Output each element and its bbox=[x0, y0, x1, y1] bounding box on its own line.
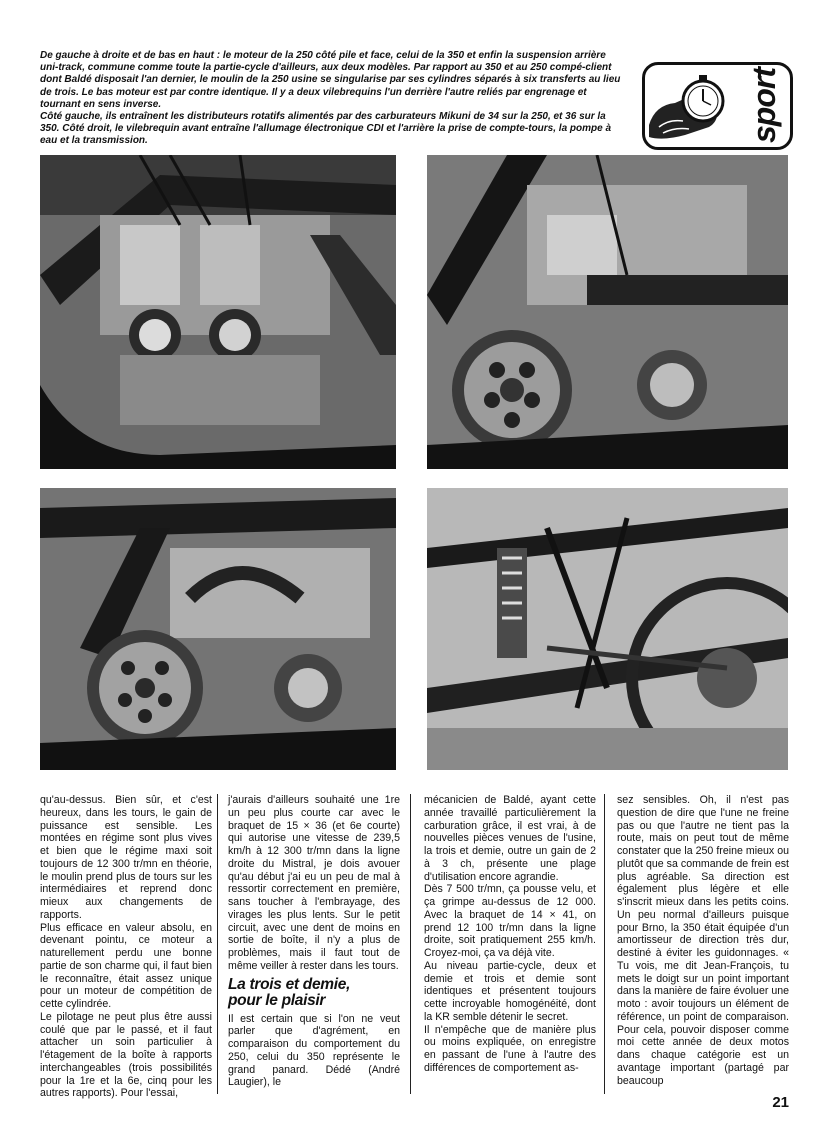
article-column-2 bbox=[228, 794, 400, 1089]
stopwatch-hand-icon bbox=[645, 65, 745, 147]
paragraph: Plus efficace en valeur absolu, en devenant pointu, ce moteur a naturellement perdu une bonne partie de son charme qui, il faut bien le reconnaître, était assez unique pour un moteur de compétition de cette cylindrée. bbox=[40, 921, 212, 1010]
column-divider bbox=[410, 794, 411, 1094]
article-column-1 bbox=[40, 794, 212, 1100]
column-divider bbox=[604, 794, 605, 1094]
engine-photo bbox=[40, 155, 396, 469]
sport-section-logo bbox=[642, 62, 793, 150]
paragraph: j'aurais d'ailleurs souhaité une 1re un peu plus courte car avec le braquet de 15 × 36 (et 6e courte) qui autorise une vitesse de 239,5 km/h à 12 300 tr/mn dans la ligne droite du Mistral, je dois avouer qu'au début j'ai eu un peu de mal à ressortir correctement en première, sans toucher à l'embrayage, des virages les plus lents. Sur le petit circuit, avec une dent de moins en sortie de boîte, il n'y a plus de problèmes, mais il faut tout de même veiller à rester dans les tours. bbox=[228, 794, 400, 972]
paragraph: Il est certain que si l'on ne veut parler que d'agrément, en comparaison du comportement du 250, celui du 350 représente le grand panard. Dédé (André Laugier), le bbox=[228, 1012, 400, 1089]
section-heading-line: La trois et demie, bbox=[228, 975, 351, 993]
page-number: 21 bbox=[772, 1094, 789, 1111]
photo-engine-350 bbox=[40, 488, 396, 770]
paragraph: mécanicien de Baldé, ayant cette année travaillé particulièrement la carburation grâce, il est vrai, à de nouvelles pièces venues de l'usine, la trois et demie, outre un gain de 2 à 3 ch, présente une plage d'utilisation encore agrandie. bbox=[424, 794, 596, 883]
paragraph: Il n'empêche que de manière plus ou moins expliquée, on enregistre en passant de l'une à l'autre des différences de comportement as- bbox=[424, 1023, 596, 1074]
paragraph: Dès 7 500 tr/mn, ça pousse velu, et ça grimpe au-dessus de 12 000. Avec la braquet de 14 × 41, on prend 12 100 tr/mn dans la ligne droite, soit pratiquement 255 km/h. Croyez-moi, ça va déjà vite. bbox=[424, 883, 596, 959]
paragraph: Au niveau partie-cycle, deux et demie et trois et demie sont identiques et présentent toujours cette incroyable homogénéité, dont la KR semble détenir le secret. bbox=[424, 959, 596, 1023]
section-heading bbox=[228, 977, 400, 1009]
caption-paragraph: Côté gauche, ils entraînent les distributeurs rotatifs alimentés par des carburateurs Mikuni de 34 sur la 250, et 36 sur la 350. Côté droit, le vilebrequin avant entraîne l'allumage électronique CDI et l'arrière la prise de compte-tours, la pompe à eau et la transmission. bbox=[40, 111, 612, 147]
suspension-photo bbox=[427, 488, 788, 770]
section-heading-line: pour le plaisir bbox=[228, 991, 326, 1009]
paragraph: Le pilotage ne peut plus être aussi coulé que par le passé, et il faut attacher un soin particulier à l'étagement de la boîte à rapports interchangeables (trois possibilités pour la 1re et la 6e, cinq pour les autres rapports). Pour l'essai, bbox=[40, 1010, 212, 1100]
paragraph: qu'au-dessus. Bien sûr, et c'est heureux, dans les tours, le gain de puissance est sensible. Les montées en régime sont plus vives et bien que le régime maxi soit toujours de 12 300 tr/mn en théorie, le moulin prend plus de tours sur les intermédiaires et reprend donc mieux aux changements de rapports. bbox=[40, 794, 212, 921]
photo-rear-suspension-unitrack bbox=[427, 488, 788, 770]
engine-photo bbox=[427, 155, 788, 469]
article-column-4 bbox=[617, 794, 789, 1087]
sport-word: sport bbox=[745, 67, 782, 143]
caption-paragraph: De gauche à droite et de bas en haut : le moteur de la 250 côté pile et face, celui de la 350 et enfin la suspension arrière uni-track, commune comme toute la partie-cycle d'ailleurs, aux deux modèles. Par rapport au 350 et au 250 compé-client dont Baldé disposait l'an dernier, le moulin de la 250 usine se singularise par ses cylindres séparés à six transferts au lieu de trois. Le bas moteur est par contre identique. Il y a deux vilebrequins l'un derrière l'autre reliés par engrenage et tournant en sens inverse. bbox=[40, 50, 621, 110]
article-column-3 bbox=[424, 794, 596, 1075]
paragraph: sez sensibles. Oh, il n'est pas question de dire que l'une ne freine pas ou que l'autre ne tient pas la route, mais on peut tout de même constater que la 250 freine mieux ou plutôt que sa commande de frein est plus agréable. Sa direction est également plus légère et elle s'inscrit mieux dans les petits coins. Un peu normal d'ailleurs puisque pour Brno, la 350 était équipée d'un amortisseur de direction très dur, destiné à éviter les guidonnages. « Tu vois, me dit Jean-François, tu mets le doigt sur un point important dans la manière de faire évoluer une moto : avoir toujours un élément de référence, un point de comparaison. Pour cela, pouvoir disposer comme moi cette année de deux motos dans chaque catégorie est un avantage important (partagé par beaucoup bbox=[617, 794, 789, 1087]
photo-engine-250-carburetors bbox=[40, 155, 396, 469]
photo-engine-250-clutch-side bbox=[427, 155, 788, 469]
engine-photo bbox=[40, 488, 396, 770]
column-divider bbox=[217, 794, 218, 1094]
photo-caption bbox=[40, 50, 625, 148]
